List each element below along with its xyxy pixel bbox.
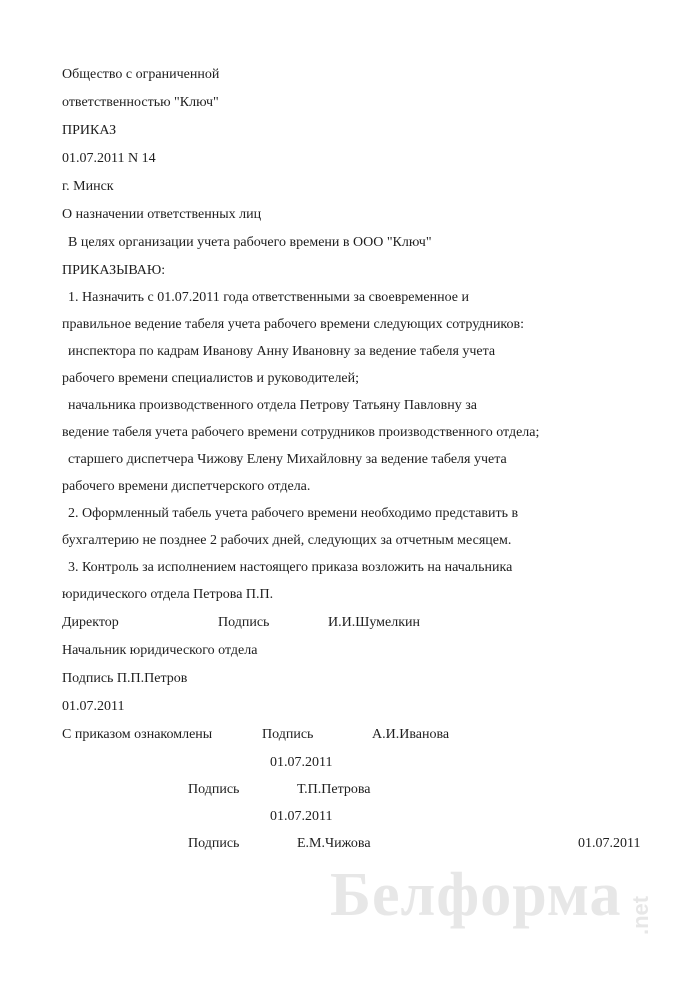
person-3-name: Е.М.Чижова bbox=[297, 836, 371, 851]
document-type: ПРИКАЗ bbox=[62, 123, 117, 138]
subitem-a-line-2: рабочего времени специалистов и руководителей; bbox=[62, 371, 360, 386]
document-date-number: 01.07.2011 N 14 bbox=[62, 151, 156, 166]
item-3-line-2: юридического отдела Петрова П.П. bbox=[62, 587, 274, 602]
legal-head-date: 01.07.2011 bbox=[62, 699, 125, 714]
person-1-date: 01.07.2011 bbox=[270, 755, 333, 770]
person-1-name: А.И.Иванова bbox=[372, 727, 450, 742]
order-word: ПРИКАЗЫВАЮ: bbox=[62, 263, 166, 278]
item-1-line-2: правильное ведение табеля учета рабочего времени следующих сотрудников: bbox=[62, 317, 525, 332]
acquainted-label: С приказом ознакомлены bbox=[62, 727, 213, 742]
document-preamble: В целях организации учета рабочего времени в ООО "Ключ" bbox=[68, 235, 432, 250]
item-2-line-2: бухгалтерию не позднее 2 рабочих дней, следующих за отчетным месяцем. bbox=[62, 533, 512, 548]
person-3-signature: Подпись bbox=[188, 836, 240, 851]
director-signature: Подпись bbox=[218, 615, 270, 630]
org-name-line-1: Общество с ограниченной bbox=[62, 67, 220, 82]
item-2-line-1: 2. Оформленный табель учета рабочего времени необходимо представить в bbox=[68, 506, 519, 521]
person-2-name: Т.П.Петрова bbox=[297, 782, 371, 797]
subitem-a-line-1: инспектора по кадрам Иванову Анну Ивановну за ведение табеля учета bbox=[68, 344, 496, 359]
person-1-signature: Подпись bbox=[262, 727, 314, 742]
subitem-c-line-2: рабочего времени диспетчерского отдела. bbox=[62, 479, 311, 494]
director-name: И.И.Шумелкин bbox=[328, 615, 421, 630]
subitem-b-line-1: начальника производственного отдела Петрову Татьяну Павловну за bbox=[68, 398, 477, 413]
item-1-line-1: 1. Назначить с 01.07.2011 года ответственными за своевременное и bbox=[68, 290, 469, 305]
person-2-date: 01.07.2011 bbox=[270, 809, 333, 824]
item-3-line-1: 3. Контроль за исполнением настоящего приказа возложить на начальника bbox=[68, 560, 513, 575]
org-name-line-2: ответственностью "Ключ" bbox=[62, 95, 219, 110]
document-city: г. Минск bbox=[62, 179, 114, 194]
person-3-date: 01.07.2011 bbox=[578, 836, 641, 851]
subitem-c-line-1: старшего диспетчера Чижову Елену Михайловну за ведение табеля учета bbox=[68, 452, 507, 467]
legal-head-signature: Подпись П.П.Петров bbox=[62, 671, 188, 686]
director-label: Директор bbox=[62, 615, 119, 630]
watermark-logo-suffix: .net bbox=[628, 895, 653, 935]
person-2-signature: Подпись bbox=[188, 782, 240, 797]
document-subject: О назначении ответственных лиц bbox=[62, 207, 262, 222]
subitem-b-line-2: ведение табеля учета рабочего времени сотрудников производственного отдела; bbox=[62, 425, 540, 440]
legal-head-label: Начальник юридического отдела bbox=[62, 643, 258, 658]
watermark-logo: Белформа bbox=[330, 861, 622, 929]
